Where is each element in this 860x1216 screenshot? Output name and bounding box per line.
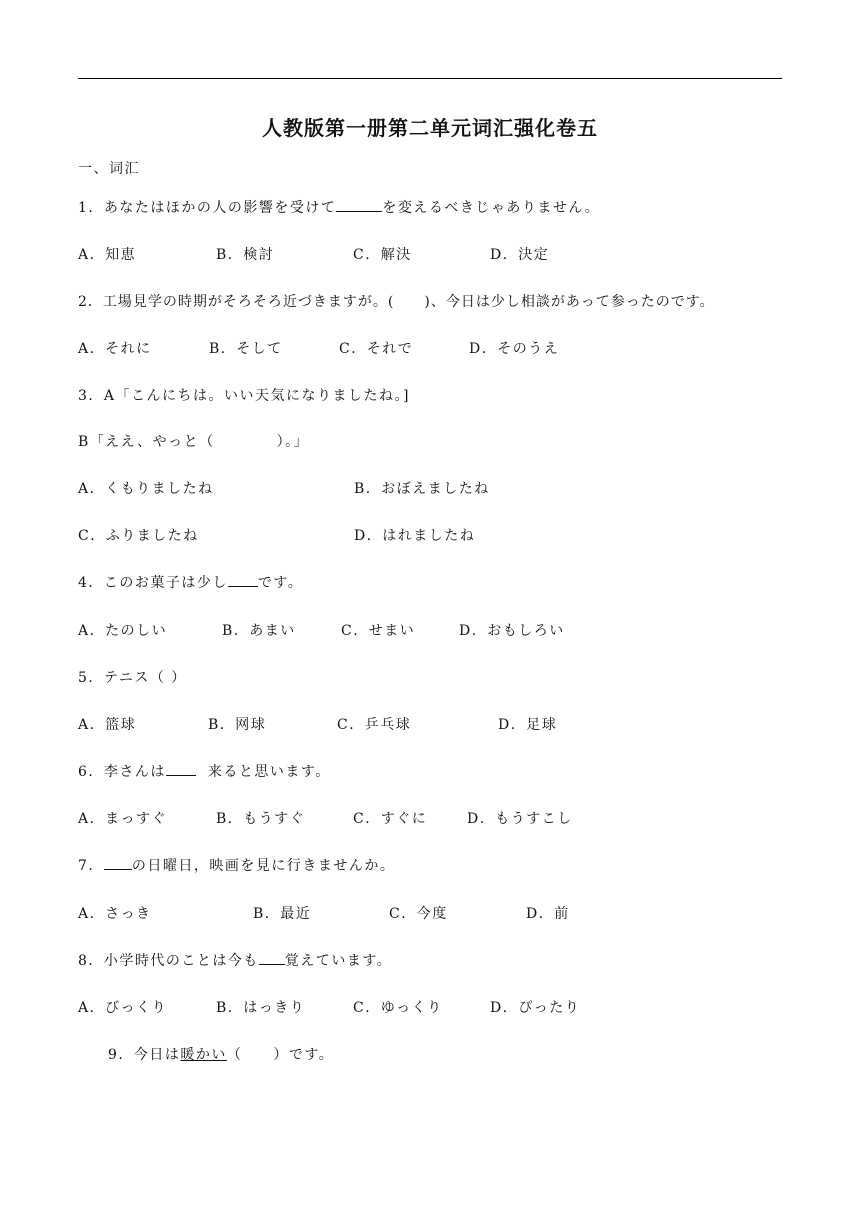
option-c[interactable]: C．ふりましたね xyxy=(78,528,199,544)
question-text: A「こんにちは。いい天気になりましたね。] xyxy=(103,388,410,404)
section-heading: 一、词汇 xyxy=(78,161,140,177)
question-text: を変えるべきじゃありません。 xyxy=(382,200,601,216)
option-a[interactable]: A．知恵 xyxy=(78,247,137,263)
option-d[interactable]: D．足球 xyxy=(498,717,558,733)
question-9 xyxy=(108,1044,334,1064)
question-text: テニス（ ） xyxy=(103,670,187,686)
option-c[interactable]: C．せまい xyxy=(341,623,416,639)
option-c[interactable]: C．今度 xyxy=(389,906,448,922)
underlined-word: 暖かい xyxy=(180,1047,227,1063)
option-b[interactable]: B．そして xyxy=(209,341,283,357)
question-number: 9． xyxy=(108,1047,134,1063)
question-number: 3． xyxy=(78,388,104,404)
option-d[interactable]: D．はれましたね xyxy=(354,528,476,544)
option-b[interactable]: B．网球 xyxy=(208,717,267,733)
answer-blank[interactable] xyxy=(228,585,258,587)
answer-blank[interactable] xyxy=(259,963,285,965)
option-d[interactable]: D．ぴったり xyxy=(490,1000,581,1016)
option-b[interactable]: B．あまい xyxy=(222,623,296,639)
option-b[interactable]: B．検討 xyxy=(216,247,275,263)
question-7 xyxy=(78,855,395,875)
option-d[interactable]: D．そのうえ xyxy=(469,341,560,357)
option-a[interactable]: A．たのしい xyxy=(78,623,168,639)
question-6 xyxy=(78,761,331,781)
header-rule xyxy=(78,78,782,79)
option-c[interactable]: C．それで xyxy=(339,341,414,357)
page-title: 人教版第一册第二单元词汇强化卷五 xyxy=(262,116,598,140)
question-8 xyxy=(78,950,392,970)
question-3 xyxy=(78,385,410,405)
answer-blank[interactable] xyxy=(104,868,132,870)
question-text: （ ）です。 xyxy=(226,1047,335,1063)
question-text: 工場見学の時期がそろそろ近づきますが。( )、今日は少し相談があって参ったのです。 xyxy=(102,294,715,310)
question-5 xyxy=(78,667,187,687)
option-a[interactable]: A．まっすぐ xyxy=(78,811,168,827)
question-1 xyxy=(78,197,600,217)
option-a[interactable]: A．それに xyxy=(78,341,152,357)
option-c[interactable]: C．解決 xyxy=(353,247,412,263)
question-text: 今日は xyxy=(133,1047,181,1063)
question-number: 2． xyxy=(78,294,103,310)
option-c[interactable]: C．ゆっくり xyxy=(353,1000,443,1016)
option-b[interactable]: B．おぼえましたね xyxy=(354,481,490,497)
question-number: 4． xyxy=(78,575,104,591)
question-number: 7． xyxy=(78,858,104,874)
option-a[interactable]: A．くもりましたね xyxy=(78,481,214,497)
option-b[interactable]: B．もうすぐ xyxy=(216,811,306,827)
option-a[interactable]: A．篮球 xyxy=(78,717,137,733)
question-3-line-2: B「ええ、やっと（ ）。」 xyxy=(78,434,310,450)
question-number: 6． xyxy=(78,764,104,780)
question-text: です。 xyxy=(257,575,304,591)
option-a[interactable]: A．さっき xyxy=(78,906,152,922)
question-number: 1． xyxy=(78,200,104,216)
option-c[interactable]: C．すぐに xyxy=(353,811,428,827)
answer-blank[interactable] xyxy=(336,210,382,212)
question-text: の日曜日，映画を見に行きませんか。 xyxy=(131,858,396,874)
question-2 xyxy=(78,291,715,311)
question-text: 来ると思います。 xyxy=(207,764,331,780)
question-number: 8． xyxy=(78,953,104,969)
option-d[interactable]: D．決定 xyxy=(490,247,550,263)
question-text: あなたはほかの人の影響を受けて xyxy=(103,200,337,216)
question-4 xyxy=(78,572,303,592)
option-d[interactable]: D．前 xyxy=(526,906,570,922)
option-a[interactable]: A．びっくり xyxy=(78,1000,168,1016)
option-c[interactable]: C．乒乓球 xyxy=(337,717,412,733)
option-d[interactable]: D．もうすこし xyxy=(467,811,573,827)
question-text: 小学時代のことは今も xyxy=(103,953,259,969)
question-number: 5． xyxy=(78,670,104,686)
option-b[interactable]: B．はっきり xyxy=(216,1000,306,1016)
question-text: 李さんは xyxy=(103,764,166,780)
question-text: 覚えています。 xyxy=(284,953,393,969)
option-d[interactable]: D．おもしろい xyxy=(459,623,565,639)
option-b[interactable]: B．最近 xyxy=(253,906,312,922)
question-text: このお菓子は少し xyxy=(103,575,228,591)
answer-blank[interactable] xyxy=(166,774,196,776)
